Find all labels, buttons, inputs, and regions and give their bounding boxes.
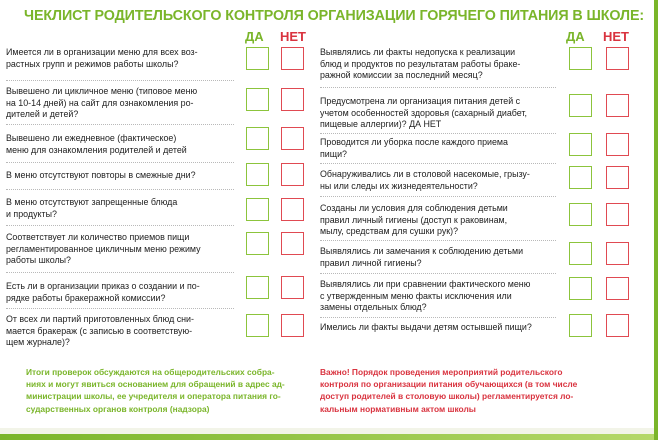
question-text: Проводится ли уборка после каждого приема пищи? — [320, 137, 508, 159]
question-text: Выявлялись ли факты недопуска к реализации блюд и продуктов по результатам работы браке- ражной комиссии за последний месяц? — [320, 47, 521, 81]
yes-checkbox[interactable] — [569, 242, 592, 265]
yes-checkbox[interactable] — [569, 166, 592, 189]
yes-checkbox[interactable] — [246, 232, 269, 255]
yes-checkbox[interactable] — [569, 94, 592, 117]
footer-note-left: Итоги проверок обсуждаются на общеродительских собра- ниях и могут явиться основанием для обращений в адрес ад- министрации школы, ее учредителя и оператора питания го- сударственных органов контроля (надзора) — [26, 367, 285, 414]
question-text: Имеется ли в организации меню для всех воз- растных групп и режимов работы школы? — [6, 47, 198, 69]
no-checkbox[interactable] — [281, 198, 304, 221]
row-divider — [320, 163, 556, 164]
question-text: Выявлялись ли при сравнении фактического меню с утвержденным меню факты исключения или замены отдельных блюд? — [320, 279, 531, 313]
question-text: В меню отсутствуют запрещенные блюда и продукты? — [6, 197, 178, 219]
row-divider — [6, 124, 234, 125]
no-checkbox[interactable] — [281, 88, 304, 111]
no-checkbox[interactable] — [281, 232, 304, 255]
no-checkbox[interactable] — [606, 203, 629, 226]
no-checkbox[interactable] — [281, 127, 304, 150]
question-text: Есть ли в организации приказ о создании и по- рядке работы бракеражной комиссии? — [6, 281, 200, 303]
right-checklist-column — [320, 0, 652, 360]
question-text: Выявлялись ли замечания к соблюдению детьми правил личной гигиены? — [320, 246, 524, 268]
question-text: Имелись ли факты выдачи детям остывшей пищи? — [320, 322, 532, 332]
no-checkbox[interactable] — [606, 47, 629, 70]
yes-checkbox[interactable] — [569, 47, 592, 70]
row-divider — [6, 225, 234, 226]
question-text: Созданы ли условия для соблюдения детьми правил личный гигиены (доступ к раковинам, мылу, средствам для сушки рук)? — [320, 203, 508, 237]
yes-checkbox[interactable] — [246, 314, 269, 337]
row-divider — [320, 273, 556, 274]
row-divider — [6, 272, 234, 273]
yes-checkbox[interactable] — [246, 127, 269, 150]
yes-checkbox[interactable] — [246, 88, 269, 111]
row-divider — [6, 80, 234, 81]
question-text: От всех ли партий приготовленных блюд сни- мается бракераж (с записью в соответствую- щем журнале)? — [6, 314, 194, 348]
question-text: Соответствует ли количество приемов пищи регламентированное цикличным меню режиму работы школы? — [6, 232, 201, 266]
no-checkbox[interactable] — [281, 47, 304, 70]
row-divider — [320, 196, 556, 197]
yes-checkbox[interactable] — [569, 203, 592, 226]
yes-checkbox[interactable] — [246, 276, 269, 299]
no-checkbox[interactable] — [606, 314, 629, 337]
row-divider — [6, 162, 234, 163]
no-checkbox[interactable] — [281, 163, 304, 186]
yes-header: ДА — [245, 29, 264, 44]
left-checklist-column — [6, 0, 314, 360]
question-text: Вывешено ли цикличное меню (типовое меню на 10-14 дней) на сайт для ознакомления ро- дителей и детей? — [6, 86, 198, 120]
question-text: Вывешено ли ежедневное (фактическое) меню для ознакомления родителей и детей — [6, 133, 187, 155]
no-checkbox[interactable] — [281, 276, 304, 299]
bottom-green-bar — [0, 434, 658, 440]
row-divider — [6, 189, 234, 190]
yes-header: ДА — [566, 29, 585, 44]
row-divider — [320, 87, 556, 88]
yes-checkbox[interactable] — [246, 163, 269, 186]
question-text: Обнаруживались ли в столовой насекомые, грызу- ны или следы их жизнедеятельности? — [320, 169, 530, 191]
no-checkbox[interactable] — [606, 242, 629, 265]
bottom-decor-strip — [0, 428, 658, 440]
yes-checkbox[interactable] — [246, 198, 269, 221]
no-checkbox[interactable] — [606, 277, 629, 300]
no-header: НЕТ — [280, 29, 306, 44]
page-title: ЧЕКЛИСТ РОДИТЕЛЬСКОГО КОНТРОЛЯ ОРГАНИЗАЦИИ ГОРЯЧЕГО ПИТАНИЯ В ШКОЛЕ: — [24, 8, 645, 24]
no-header: НЕТ — [603, 29, 629, 44]
question-text: В меню отсутствуют повторы в смежные дни? — [6, 170, 196, 180]
no-checkbox[interactable] — [281, 314, 304, 337]
row-divider — [320, 317, 556, 318]
no-checkbox[interactable] — [606, 133, 629, 156]
row-divider — [6, 308, 234, 309]
footer-note-right: Важно! Порядок проведения мероприятий родительского контроля по организации питания обучающихся (в том числе доступ родителей в столовую школы) регламентируется ло- кальным нормативным актом школы — [320, 367, 578, 414]
row-divider — [320, 133, 556, 134]
no-checkbox[interactable] — [606, 166, 629, 189]
right-green-edge — [654, 0, 658, 440]
question-text: Предусмотрена ли организация питания детей с учетом особенностей здоровья (сахарный диабет, пищевые аллергии)? ДА НЕТ — [320, 96, 527, 130]
yes-checkbox[interactable] — [569, 133, 592, 156]
yes-checkbox[interactable] — [246, 47, 269, 70]
yes-checkbox[interactable] — [569, 314, 592, 337]
no-checkbox[interactable] — [606, 94, 629, 117]
row-divider — [320, 240, 556, 241]
yes-checkbox[interactable] — [569, 277, 592, 300]
